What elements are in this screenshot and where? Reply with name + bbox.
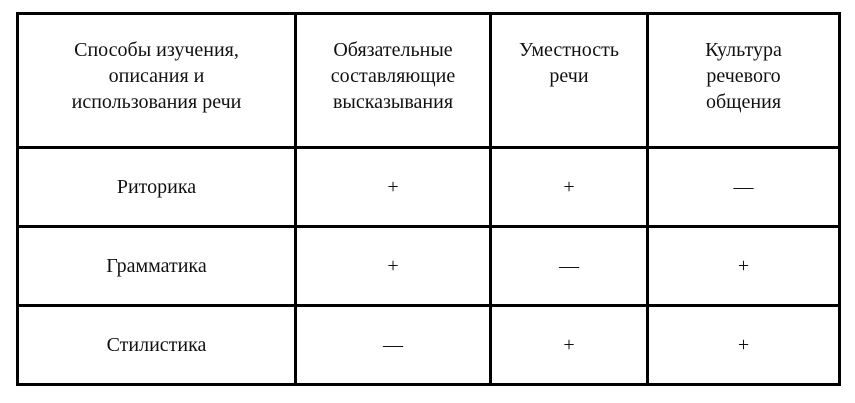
comparison-table (16, 12, 841, 386)
header-cell-appropriateness (491, 14, 648, 148)
table-cell: + (491, 148, 648, 227)
table-cell: + (296, 148, 491, 227)
table-row (18, 227, 840, 306)
header-label: Обязательные составляющие высказывания (330, 39, 456, 113)
table-cell: + (648, 227, 840, 306)
header-cell-methods (18, 14, 296, 148)
table-row (18, 306, 840, 385)
table-cell: + (296, 227, 491, 306)
header-cell-components (296, 14, 491, 148)
table-cell: — (648, 148, 840, 227)
table-cell: — (491, 227, 648, 306)
header-label: Способы изучения, описания и использования речи (71, 39, 242, 113)
row-label: Грамматика (18, 227, 296, 306)
header-cell-culture (648, 14, 840, 148)
table-cell: — (296, 306, 491, 385)
header-label: Уместность речи (519, 39, 619, 87)
row-label: Риторика (18, 148, 296, 227)
table-row (18, 148, 840, 227)
header-label: Культура речевого общения (705, 39, 782, 113)
header-row (18, 14, 840, 148)
table-cell: + (491, 306, 648, 385)
table-cell: + (648, 306, 840, 385)
row-label: Стилистика (18, 306, 296, 385)
